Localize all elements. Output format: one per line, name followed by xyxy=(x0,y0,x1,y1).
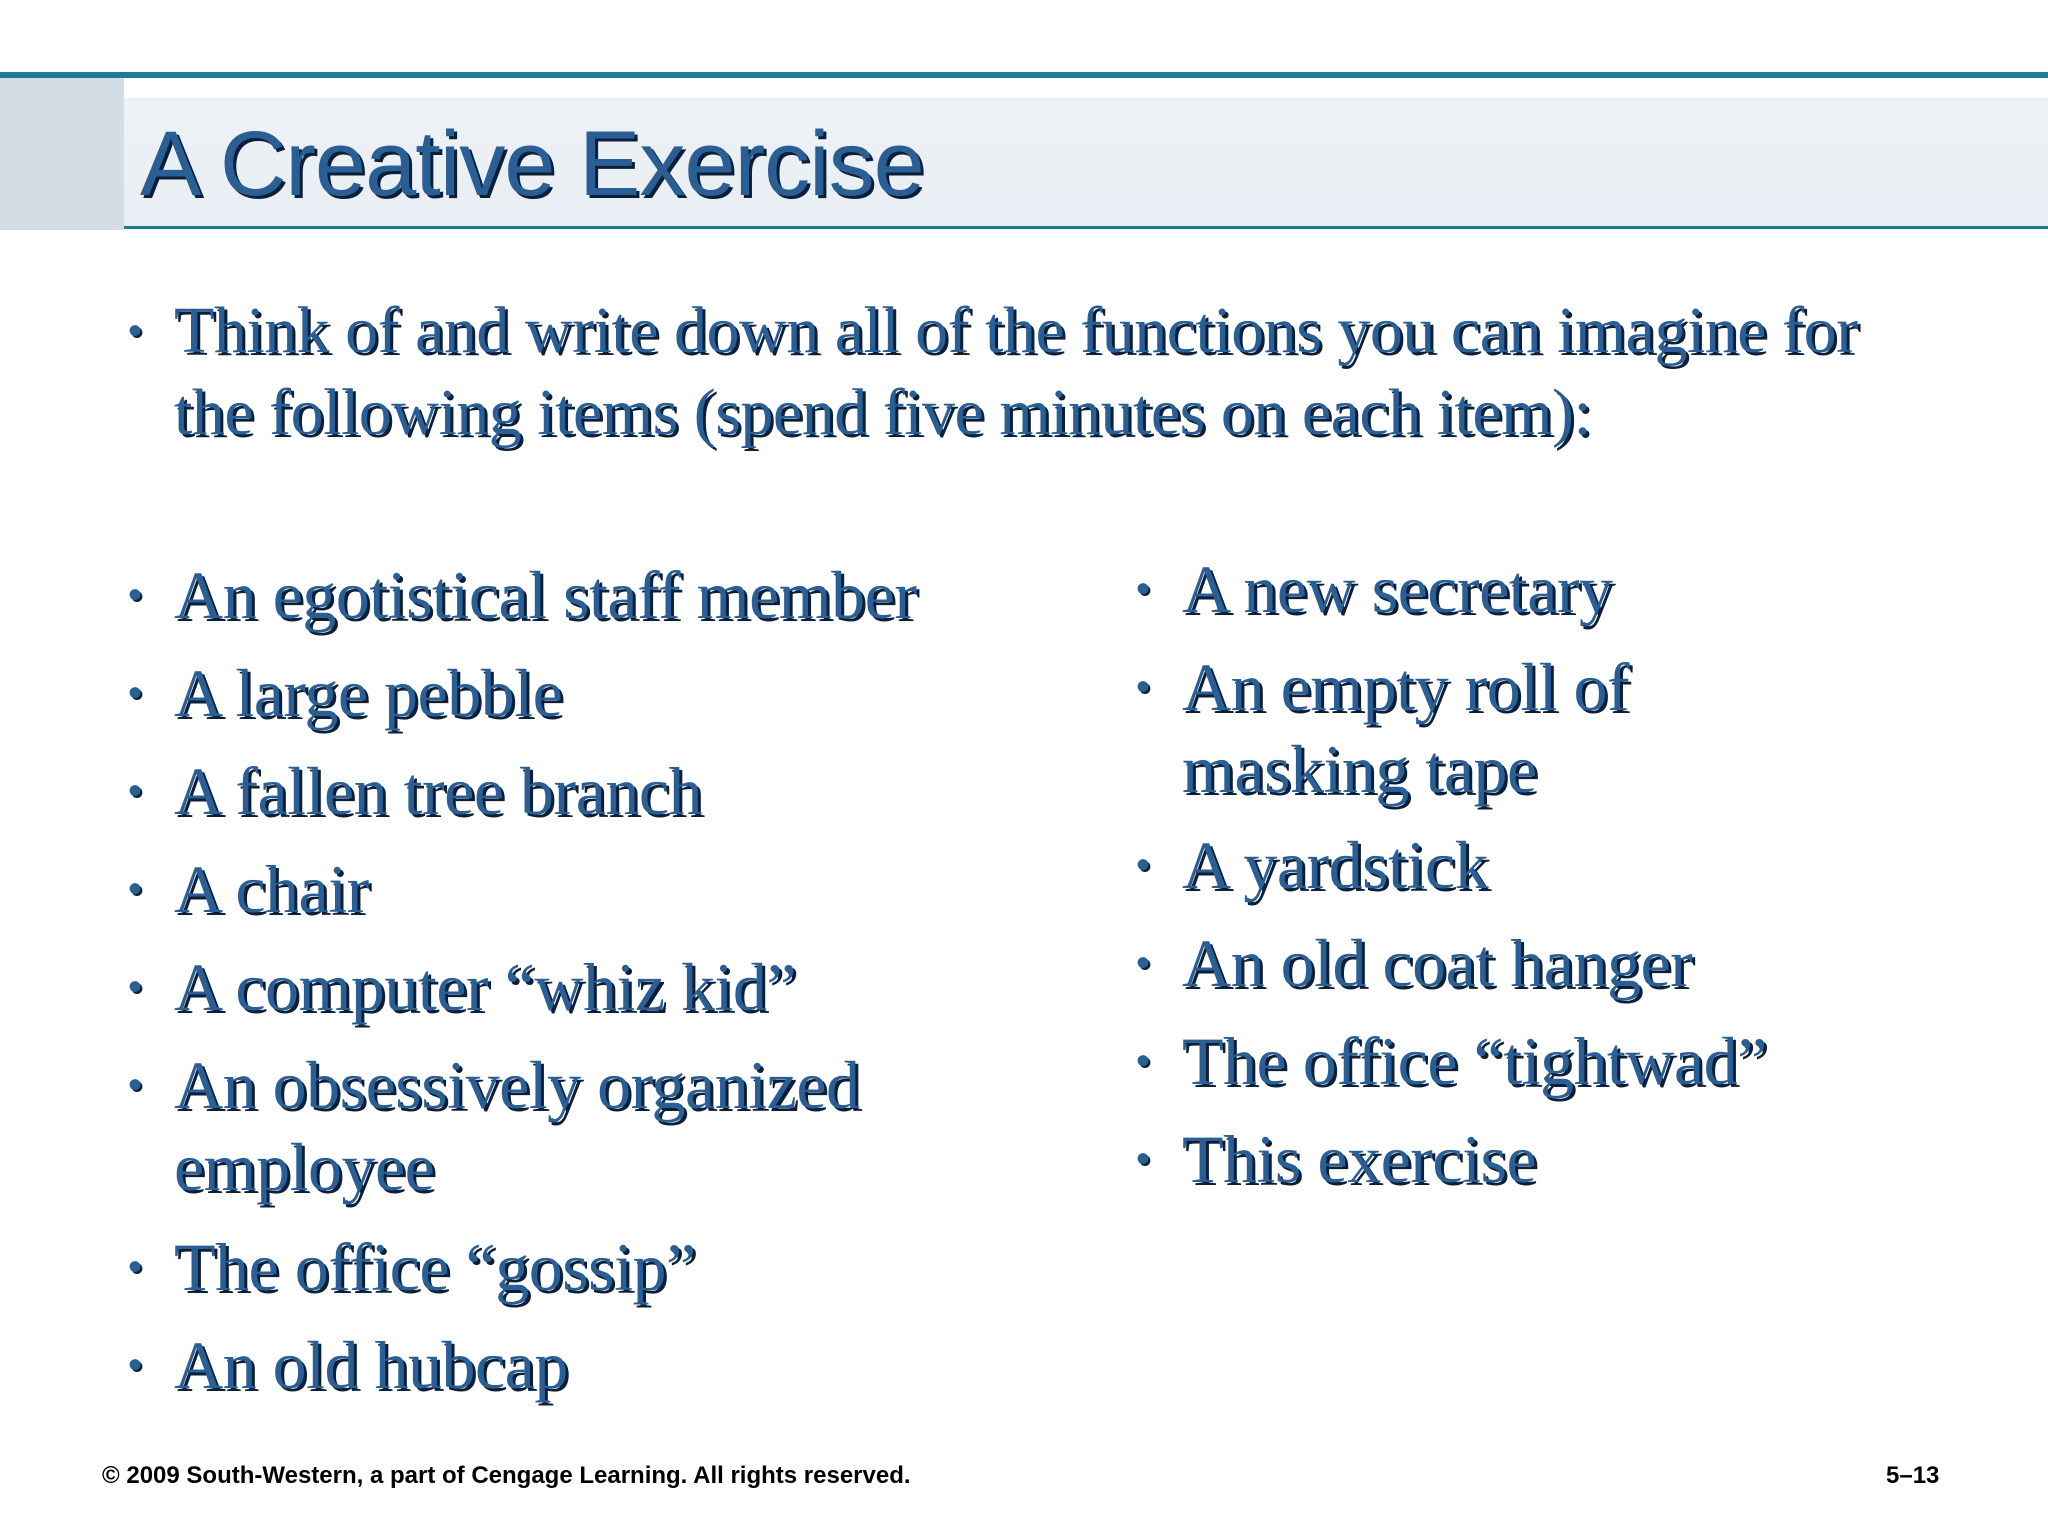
list-item-text: The office “tightwad” xyxy=(1182,1023,1767,1099)
list-item-text: The office “gossip” xyxy=(174,1229,696,1305)
copyright-notice: © 2009 South-Western, a part of Cengage Learning. All rights reserved. xyxy=(102,1462,911,1489)
bullet-dot: • xyxy=(128,671,143,715)
list-item-text: A yardstick xyxy=(1182,827,1489,903)
list-item xyxy=(128,1324,568,1406)
list-item-text: An obsessively organized employee xyxy=(174,1047,860,1205)
bullet-dot: • xyxy=(128,769,143,813)
list-item xyxy=(128,1044,994,1208)
list-item-text: An egotistical staff member xyxy=(174,557,917,633)
list-item-text: A chair xyxy=(174,851,369,927)
list-item xyxy=(1136,1020,1767,1102)
bullet-dot: • xyxy=(1136,941,1151,985)
list-item xyxy=(1136,548,1613,630)
bullet-dot: • xyxy=(128,1343,143,1387)
title-underline-rule xyxy=(124,226,2048,229)
list-item xyxy=(128,1226,696,1308)
bullet-dot: • xyxy=(1136,1039,1151,1083)
bullet-dot: • xyxy=(1136,843,1151,887)
list-item xyxy=(128,750,702,832)
intro-bullet xyxy=(128,290,1894,454)
list-item xyxy=(128,946,796,1028)
bullet-dot: • xyxy=(128,1245,143,1289)
bullet-dot: • xyxy=(128,1063,143,1107)
slide-title: A Creative Exercise xyxy=(140,113,924,215)
page-number: 5–13 xyxy=(1886,1462,1940,1489)
list-item-text: A large pebble xyxy=(174,655,563,731)
bullet-dot: • xyxy=(128,309,143,353)
bullet-dot: • xyxy=(1136,1137,1151,1181)
header-left-band xyxy=(0,78,124,230)
list-item-text: An empty roll of masking tape xyxy=(1182,649,1630,807)
list-item xyxy=(128,554,916,636)
bullet-dot: • xyxy=(128,573,143,617)
list-item xyxy=(128,848,369,930)
list-item xyxy=(128,652,562,734)
list-item-text: This exercise xyxy=(1182,1121,1537,1197)
list-item-text: A computer “whiz kid” xyxy=(174,949,797,1025)
list-item xyxy=(1136,1118,1536,1200)
list-item xyxy=(1136,922,1692,1004)
bullet-dot: • xyxy=(1136,567,1151,611)
list-item-text: A new secretary xyxy=(1182,551,1613,627)
list-item-text: An old hubcap xyxy=(174,1327,568,1403)
bullet-dot: • xyxy=(1136,665,1151,709)
list-item xyxy=(1136,646,1742,810)
list-item-text: An old coat hanger xyxy=(1182,925,1693,1001)
bullet-dot: • xyxy=(128,867,143,911)
list-item-text: A fallen tree branch xyxy=(174,753,703,829)
header-top-rule xyxy=(0,72,2048,78)
intro-text: Think of and write down all of the functions you can imagine for the following items (spend five minutes on each item): xyxy=(174,294,1858,449)
bullet-dot: • xyxy=(128,965,143,1009)
list-item xyxy=(1136,824,1488,906)
